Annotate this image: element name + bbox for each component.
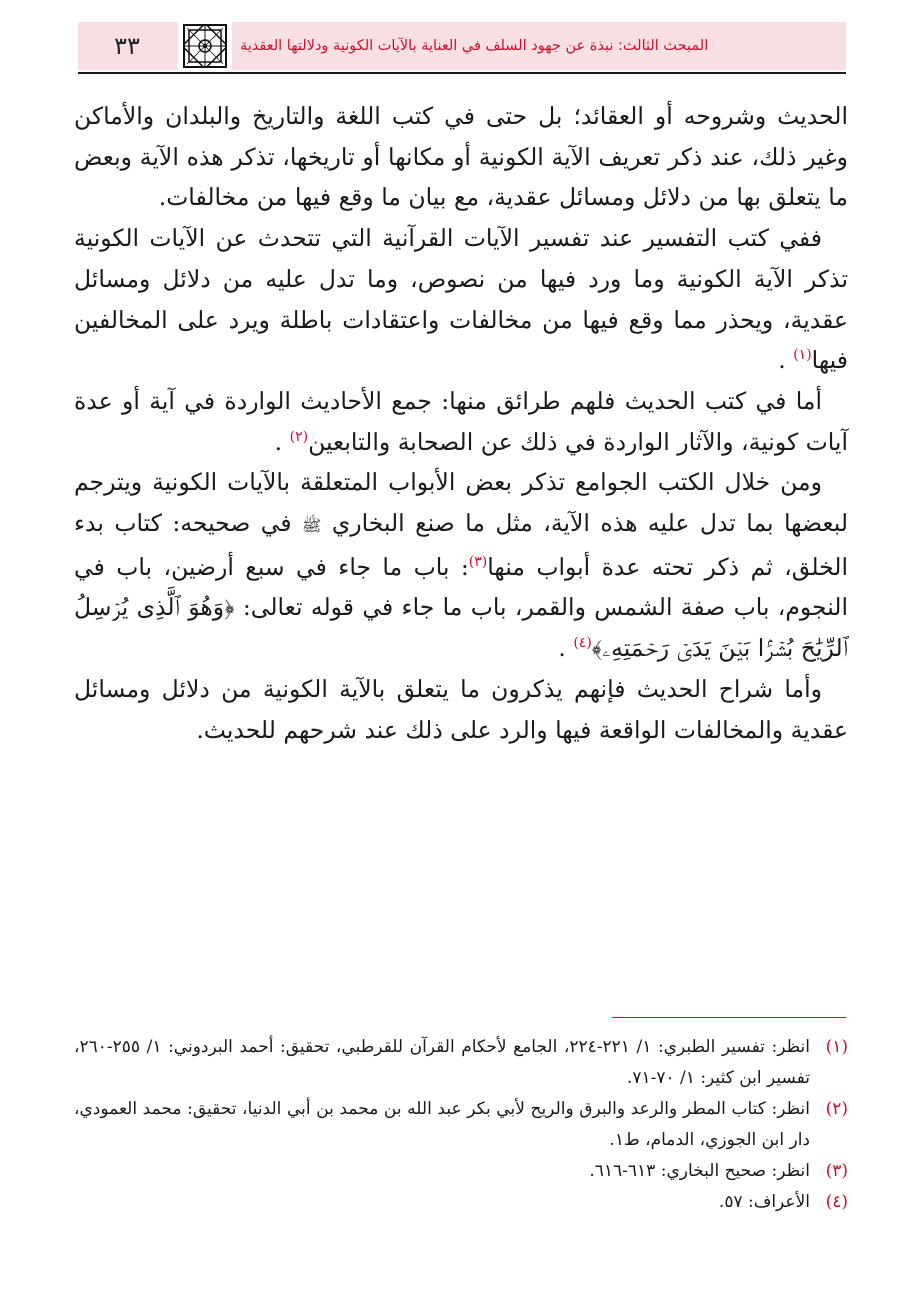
running-title: المبحث الثالث: نبذة عن جهود السلف في العناية بالآيات الكونية ودلالتها العقدية <box>240 38 709 54</box>
paragraph-end: . <box>778 346 794 375</box>
footnote-ref[interactable]: (١) <box>793 347 812 364</box>
geometric-star-ornament-icon <box>178 22 232 70</box>
footnote-text: انظر: كتاب المطر والرعد والبرق والريح لأبي بكر عبد الله بن محمد بن أبي الدنيا، تحقيق: محمد العمودي، دار ابن الجوزي، الدمام، ط١. <box>74 1099 810 1150</box>
paragraph-text: وأما شراح الحديث فإنهم يذكرون ما يتعلق بالآية الكونية من دلائل ومسائل عقدية والمخالفات الواقعة فيها والرد على ذلك عند شرحهم للحديث. <box>74 674 848 744</box>
paragraph-text: في صحيحه: كتاب بدء الخلق، ثم ذكر تحته عدة أبواب منها <box>74 509 848 581</box>
footnote-2 <box>74 1094 848 1156</box>
paragraph-text: ومن خلال الكتب الجوامع تذكر بعض الأبواب المتعلقة بالآيات الكونية ويترجم لبعضها بما تدل عليه هذه الآية، مثل ما صنع البخاري <box>74 468 848 538</box>
header-rule <box>78 72 846 74</box>
paragraph-end: . <box>274 427 290 456</box>
footnote-text: انظر: صحيح البخاري: ٦١٣-٦١٦. <box>589 1161 810 1181</box>
footnote-text: الأعراف: ٥٧. <box>718 1192 810 1212</box>
footnote-ref[interactable]: (٤) <box>573 635 592 652</box>
page-header <box>78 22 846 70</box>
footnote-1 <box>74 1032 848 1094</box>
main-body <box>74 96 848 750</box>
honorific-glyph: ﷺ <box>302 516 322 536</box>
footnote-3 <box>74 1156 848 1187</box>
footnote-number: (٤) <box>825 1192 848 1212</box>
footnote-ref[interactable]: (٢) <box>289 428 309 445</box>
footnote-number: (٣) <box>825 1161 848 1181</box>
footnote-text: انظر: تفسير الطبري: ١/ ٢٢١-٢٢٤، الجامع لأحكام القرآن للقرطبي، تحقيق: أحمد البردوني: ١/ ٢٥٥-٢٦٠، تفسير ابن كثير: ١/ ٧٠-٧١. <box>74 1037 810 1088</box>
footnote-separator <box>612 1017 846 1018</box>
footnote-4 <box>74 1187 848 1218</box>
paragraph-end: . <box>558 634 574 663</box>
quran-verse: ﴿وَهُوَ ٱلَّذِى يُرۡسِلُ ٱلرِّيَٰحَ بُشۡرَۢا بَيۡنَ يَدَىۡ رَحۡمَتِهِۦ﴾ <box>74 593 848 663</box>
paragraph-text: أما في كتب الحديث فلهم طرائق منها: جمع الأحاديث الواردة في آية أو عدة آيات كونية، والآثار الواردة في ذلك عن الصحابة والتابعين <box>74 386 848 456</box>
footnote-number: (٢) <box>825 1099 848 1119</box>
paragraph-1 <box>74 96 848 218</box>
paragraph-text: الحديث وشروحه أو العقائد؛ بل حتى في كتب اللغة والتاريخ والبلدان والأماكن وغير ذلك، عند ذكر تعريف الآية الكونية أو مكانها أو تاريخها، تذكر هذه الآية وبعض ما يتعلق بها من دلائل ومسائل عقدية، مع بيان ما وقع فيها من مخالفات. <box>74 102 848 212</box>
paragraph-5 <box>74 669 848 750</box>
footnote-ref[interactable]: (٣) <box>468 553 488 570</box>
page-number: ٣٣ <box>114 32 140 60</box>
footnotes <box>74 1032 848 1218</box>
paragraph-4 <box>74 462 848 669</box>
paragraph-2 <box>74 218 848 381</box>
paragraph-text: : باب ما جاء في سبع أرضين، باب في النجوم، باب صفة الشمس والقمر، باب ما جاء في قوله تعالى: <box>74 552 848 622</box>
paragraph-text: ففي كتب التفسير عند تفسير الآيات القرآنية التي تتحدث عن الآيات الكونية تذكر الآية الكونية وما ورد فيها من نصوص، وما تدل عليه من دلائل ومسائل عقدية، ويحذر مما وقع فيها من مخالفات واعتقادات باطلة ويرد على المخالفين فيها <box>74 224 848 375</box>
footnote-number: (١) <box>825 1037 848 1057</box>
paragraph-3 <box>74 381 848 462</box>
